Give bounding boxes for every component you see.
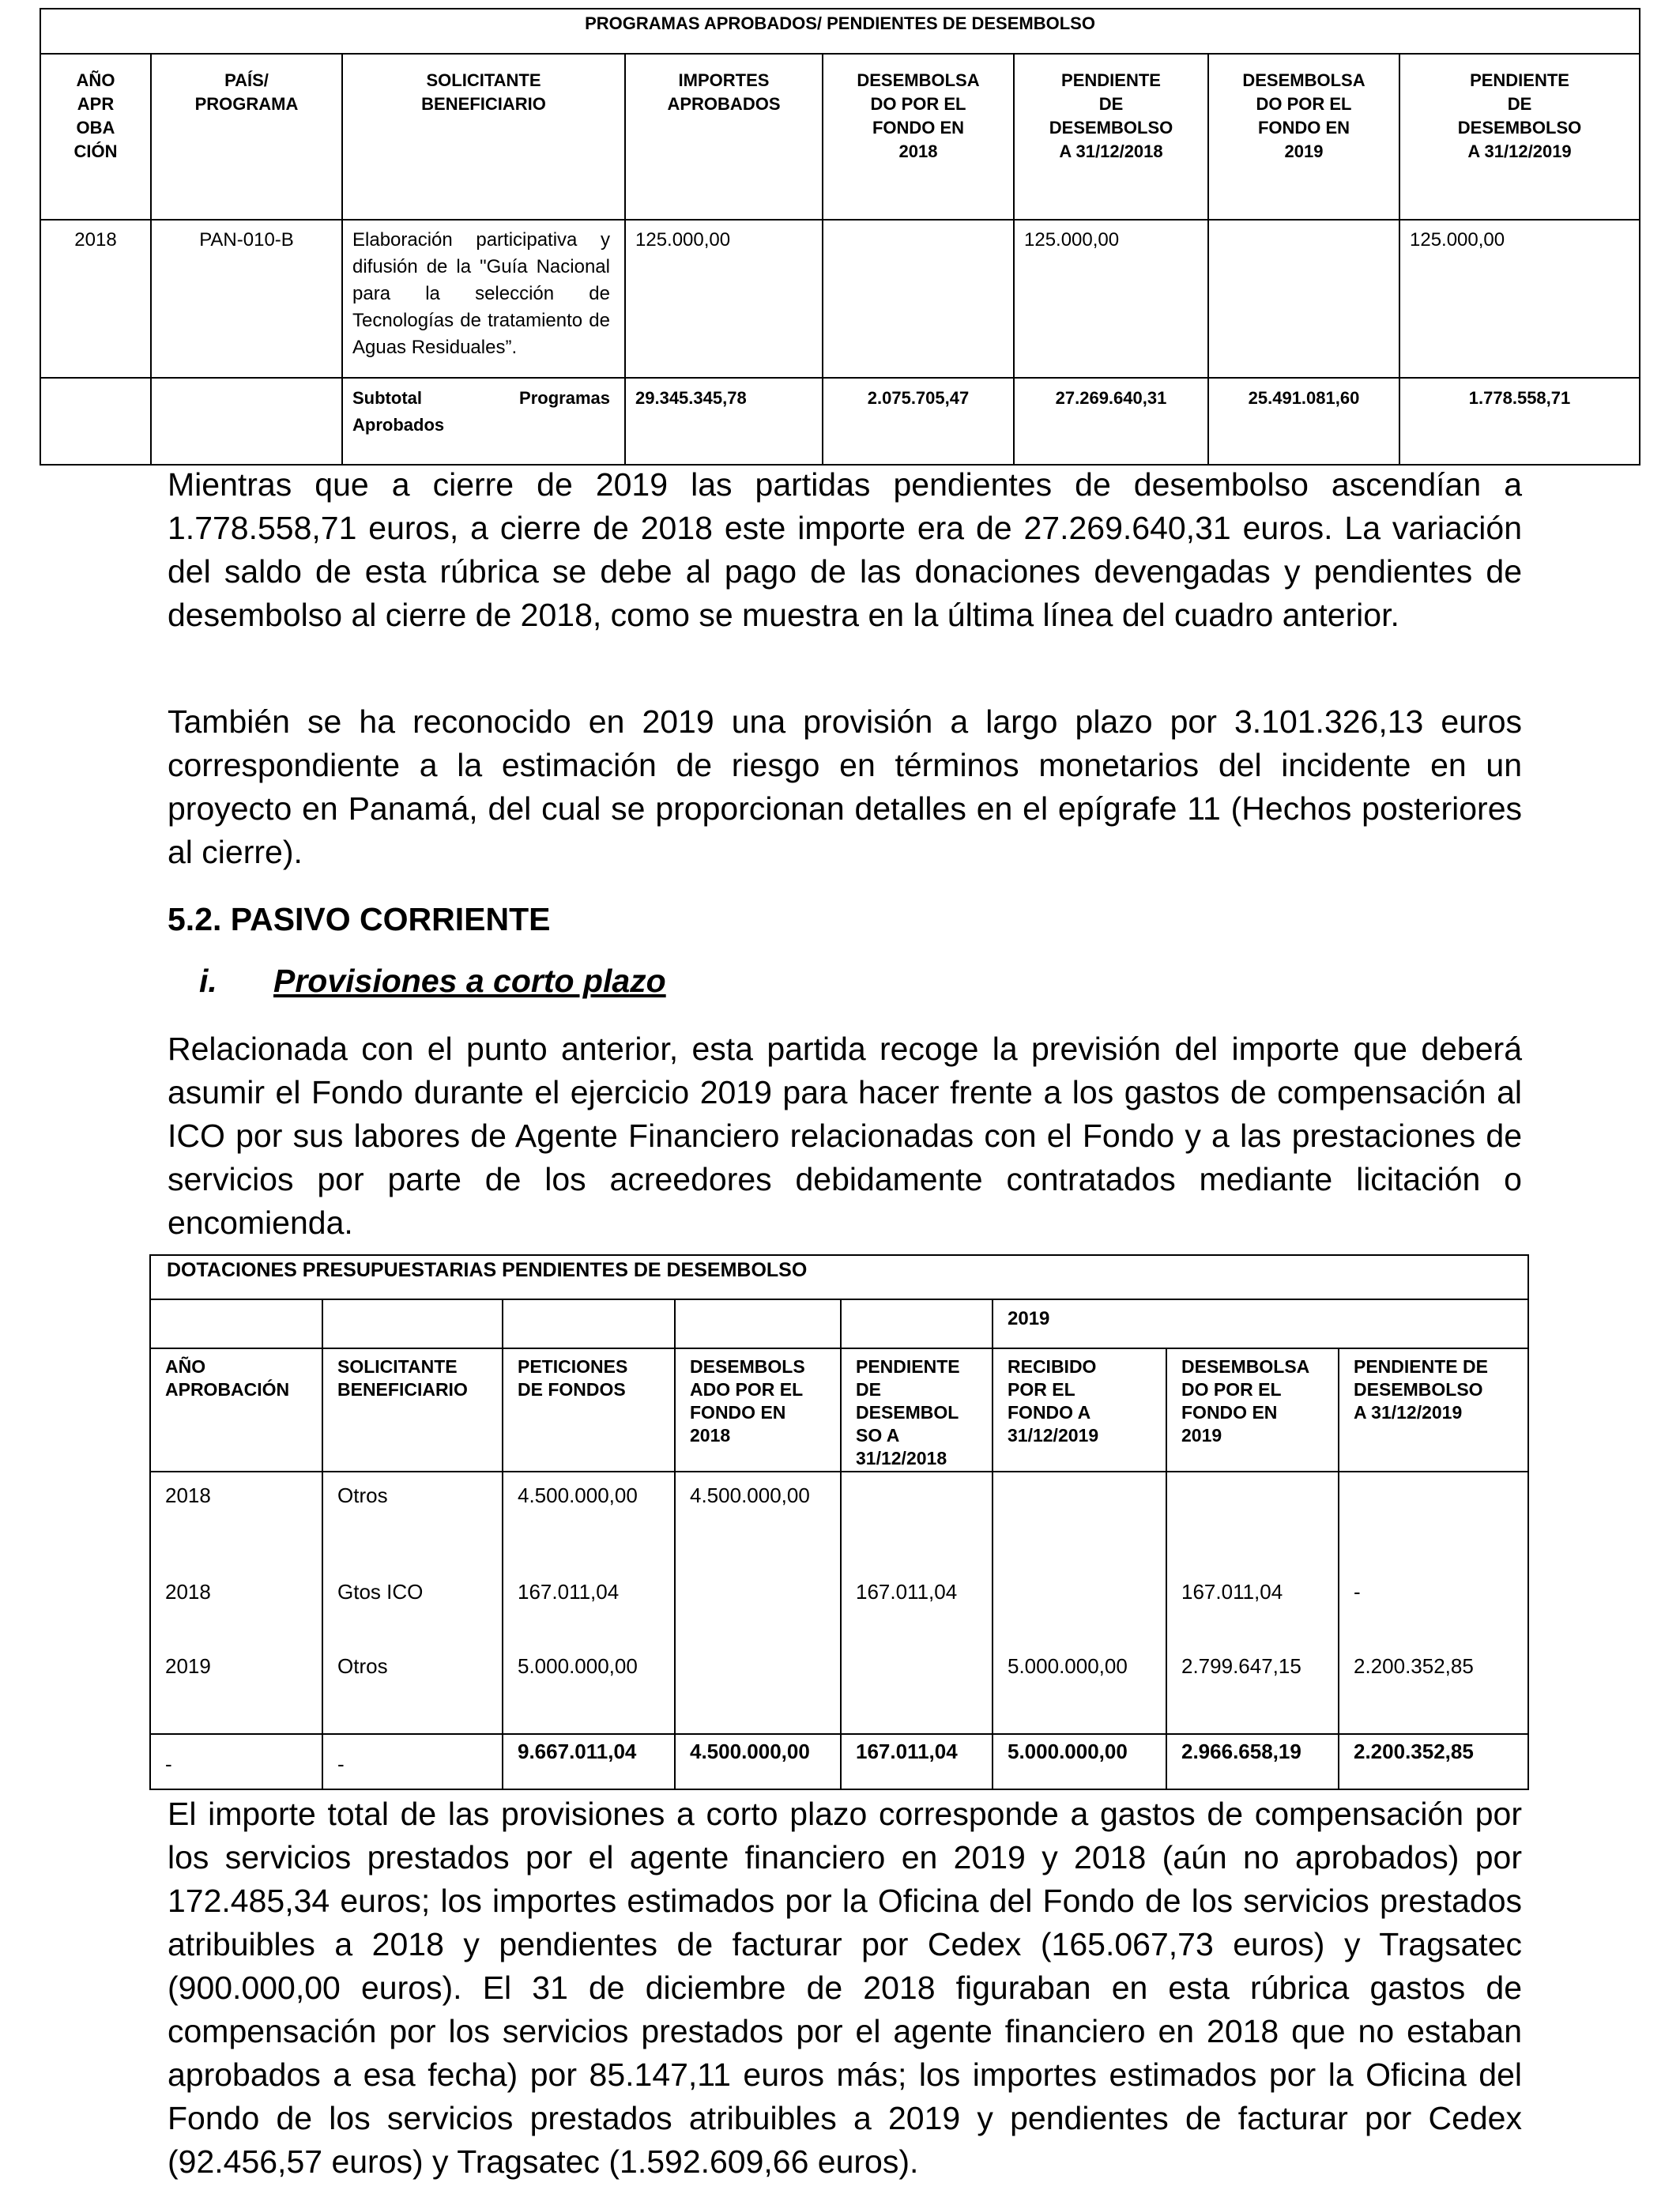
subtotal-disbursed-2019: 25.491.081,60 [1208,378,1399,465]
table-header-row [150,1348,1528,1472]
col-header-pending-2019: PENDIENTE DE DESEMBOLSO A 31/12/2019 [1399,54,1640,220]
cell [841,1645,993,1734]
cell: Otros [322,1645,503,1734]
cell [841,1472,993,1570]
col-header-pending-2018: PENDIENTE DE DESEMBOLSO A 31/12/2018 [1014,54,1208,220]
total-cell: 5.000.000,00 [993,1734,1166,1789]
col-header-fund-requests: PETICIONES DE FONDOS [503,1348,675,1472]
col-header-disbursed-2019: DESEMBOLSA DO POR EL FONDO EN 2019 [1208,54,1399,220]
cell: 2018 [150,1570,322,1645]
col-header-approved: IMPORTES APROBADOS [625,54,823,220]
approved-programs-table [40,8,1640,466]
total-cell: - [322,1734,503,1789]
section-heading: 5.2. PASIVO CORRIENTE [168,901,551,937]
col-header-pending-2018: PENDIENTE DE DESEMBOL SO A 31/12/2018 [841,1348,993,1472]
cell-program: PAN-010-B [151,220,342,378]
cell-pending-2018: 125.000,00 [1014,220,1208,378]
cell: 167.011,04 [1166,1570,1339,1645]
total-cell: 4.500.000,00 [675,1734,841,1789]
subtotal-row [40,378,1640,465]
table-row [150,1570,1528,1645]
total-cell: - [150,1734,322,1789]
subsection-title: Provisiones a corto plazo [273,963,666,999]
total-cell: 2.200.352,85 [1339,1734,1528,1789]
col-header-pending-2019: PENDIENTE DE DESEMBOLSO A 31/12/2019 [1339,1348,1528,1472]
cell-empty [150,1299,322,1348]
table-row [150,1645,1528,1734]
paragraph-pending-disbursement: Mientras que a cierre de 2019 las partidas pendientes de desembolso ascendían a 1.778.558,71 euros, a cierre de 2018 este importe era de 27.269.640,31 euros. La variación del saldo de esta rúbrica se debe al pago de las donaciones devengadas y pendientes de desembolso al cierre de 2018, como se muestra en la última línea del cuadro anterior. [168,466,1522,633]
cell: 2.200.352,85 [1339,1645,1528,1734]
cell: 2.799.647,15 [1166,1645,1339,1734]
table-row [40,220,1640,378]
budget-allocations-table [149,1254,1529,1790]
table-header-row [40,54,1640,220]
total-cell: 9.667.011,04 [503,1734,675,1789]
cell-empty [503,1299,675,1348]
total-cell: 2.966.658,19 [1166,1734,1339,1789]
paragraph-short-term-provisions: Relacionada con el punto anterior, esta partida recoge la previsión del importe que deberá asumir el Fondo durante el ejercicio 2019 para hacer frente a los gastos de compensación al ICO por sus labores de Agente Financiero relacionadas con el Fondo y a las prestaciones de servicios por parte de los acreedores debidamente contratados mediante licitación o encomienda. [168,1031,1522,1241]
col-header-disbursed-2018: DESEMBOLS ADO POR EL FONDO EN 2018 [675,1348,841,1472]
col-header-program: PAÍS/ PROGRAMA [151,54,342,220]
cell-disbursed-2019 [1208,220,1399,378]
col-header-year: AÑO APROBACIÓN [150,1348,322,1472]
cell: 167.011,04 [841,1570,993,1645]
table-row [150,1472,1528,1570]
cell [675,1570,841,1645]
cell-empty [675,1299,841,1348]
cell [1166,1472,1339,1570]
cell: 5.000.000,00 [993,1645,1166,1734]
col-header-year: AÑO APR OBA CIÓN [40,54,151,220]
col-header-received-2019: RECIBIDO POR EL FONDO A 31/12/2019 [993,1348,1166,1472]
table-title: PROGRAMAS APROBADOS/ PENDIENTES DE DESEMBOLSO [40,9,1640,54]
cell [993,1570,1166,1645]
cell [1339,1472,1528,1570]
subsection-heading [199,963,666,1000]
cell: 4.500.000,00 [503,1472,675,1570]
table-title: DOTACIONES PRESUPUESTARIAS PENDIENTES DE DESEMBOLSO [150,1255,1528,1299]
cell-pending-2019: 125.000,00 [1399,220,1640,378]
cell-approved: 125.000,00 [625,220,823,378]
col-header-disbursed-2019: DESEMBOLSA DO POR EL FONDO EN 2019 [1166,1348,1339,1472]
cell: 2019 [150,1645,322,1734]
cell: 167.011,04 [503,1570,675,1645]
subtotal-approved: 29.345.345,78 [625,378,823,465]
cell: 5.000.000,00 [503,1645,675,1734]
cell-disbursed-2018 [823,220,1014,378]
year-row [150,1299,1528,1348]
subtotal-disbursed-2018: 2.075.705,47 [823,378,1014,465]
cell [675,1645,841,1734]
cell: 4.500.000,00 [675,1472,841,1570]
col-header-beneficiary: SOLICITANTE BENEFICIARIO [322,1348,503,1472]
subsection-number: i. [199,963,217,999]
cell-empty [841,1299,993,1348]
year-group-label: 2019 [993,1299,1528,1348]
total-row [150,1734,1528,1789]
cell-empty [40,378,151,465]
cell: Gtos ICO [322,1570,503,1645]
cell [993,1472,1166,1570]
cell-beneficiary: Elaboración participativa y difusión de la "Guía Nacional para la selección de Tecnologías de tratamiento de Aguas Residuales”. [342,220,625,378]
cell-empty [322,1299,503,1348]
subtotal-pending-2018: 27.269.640,31 [1014,378,1208,465]
subtotal-label: Subtotal Programas Aprobados [342,378,625,465]
cell: - [1339,1570,1528,1645]
col-header-disbursed-2018: DESEMBOLSA DO POR EL FONDO EN 2018 [823,54,1014,220]
cell: 2018 [150,1472,322,1570]
paragraph-long-term-provision: También se ha reconocido en 2019 una provisión a largo plazo por 3.101.326,13 euros correspondiente a la estimación de riesgo en términos monetarios del incidente en un proyecto en Panamá, del cual se proporcionan detalles en el epígrafe 11 (Hechos posteriores al cierre). [168,703,1522,870]
total-cell: 167.011,04 [841,1734,993,1789]
paragraph-total-provisions: El importe total de las provisiones a corto plazo corresponde a gastos de compensación por los servicios prestados por el agente financiero en 2019 y 2018 (aún no aprobados) por 172.485,34 euros; los importes estimados por la Oficina del Fondo de los servicios prestados atribuibles a 2018 y pendientes de facturar por Cedex (165.067,73 euros) y Tragsatec (900.000,00 euros). El 31 de diciembre de 2018 figuraban en esta rúbrica gastos de compensación por los servicios prestados por el agente financiero en 2018 que no estaban aprobados a esa fecha) por 85.147,11 euros más; los importes estimados por la Oficina del Fondo de los servicios prestados atribuibles a 2019 y pendientes de facturar por Cedex (92.456,57 euros) y Tragsatec (1.592.609,66 euros). [168,1796,1522,2180]
col-header-beneficiary: SOLICITANTE BENEFICIARIO [342,54,625,220]
cell: Otros [322,1472,503,1570]
subtotal-pending-2019: 1.778.558,71 [1399,378,1640,465]
cell-empty [151,378,342,465]
cell-year: 2018 [40,220,151,378]
